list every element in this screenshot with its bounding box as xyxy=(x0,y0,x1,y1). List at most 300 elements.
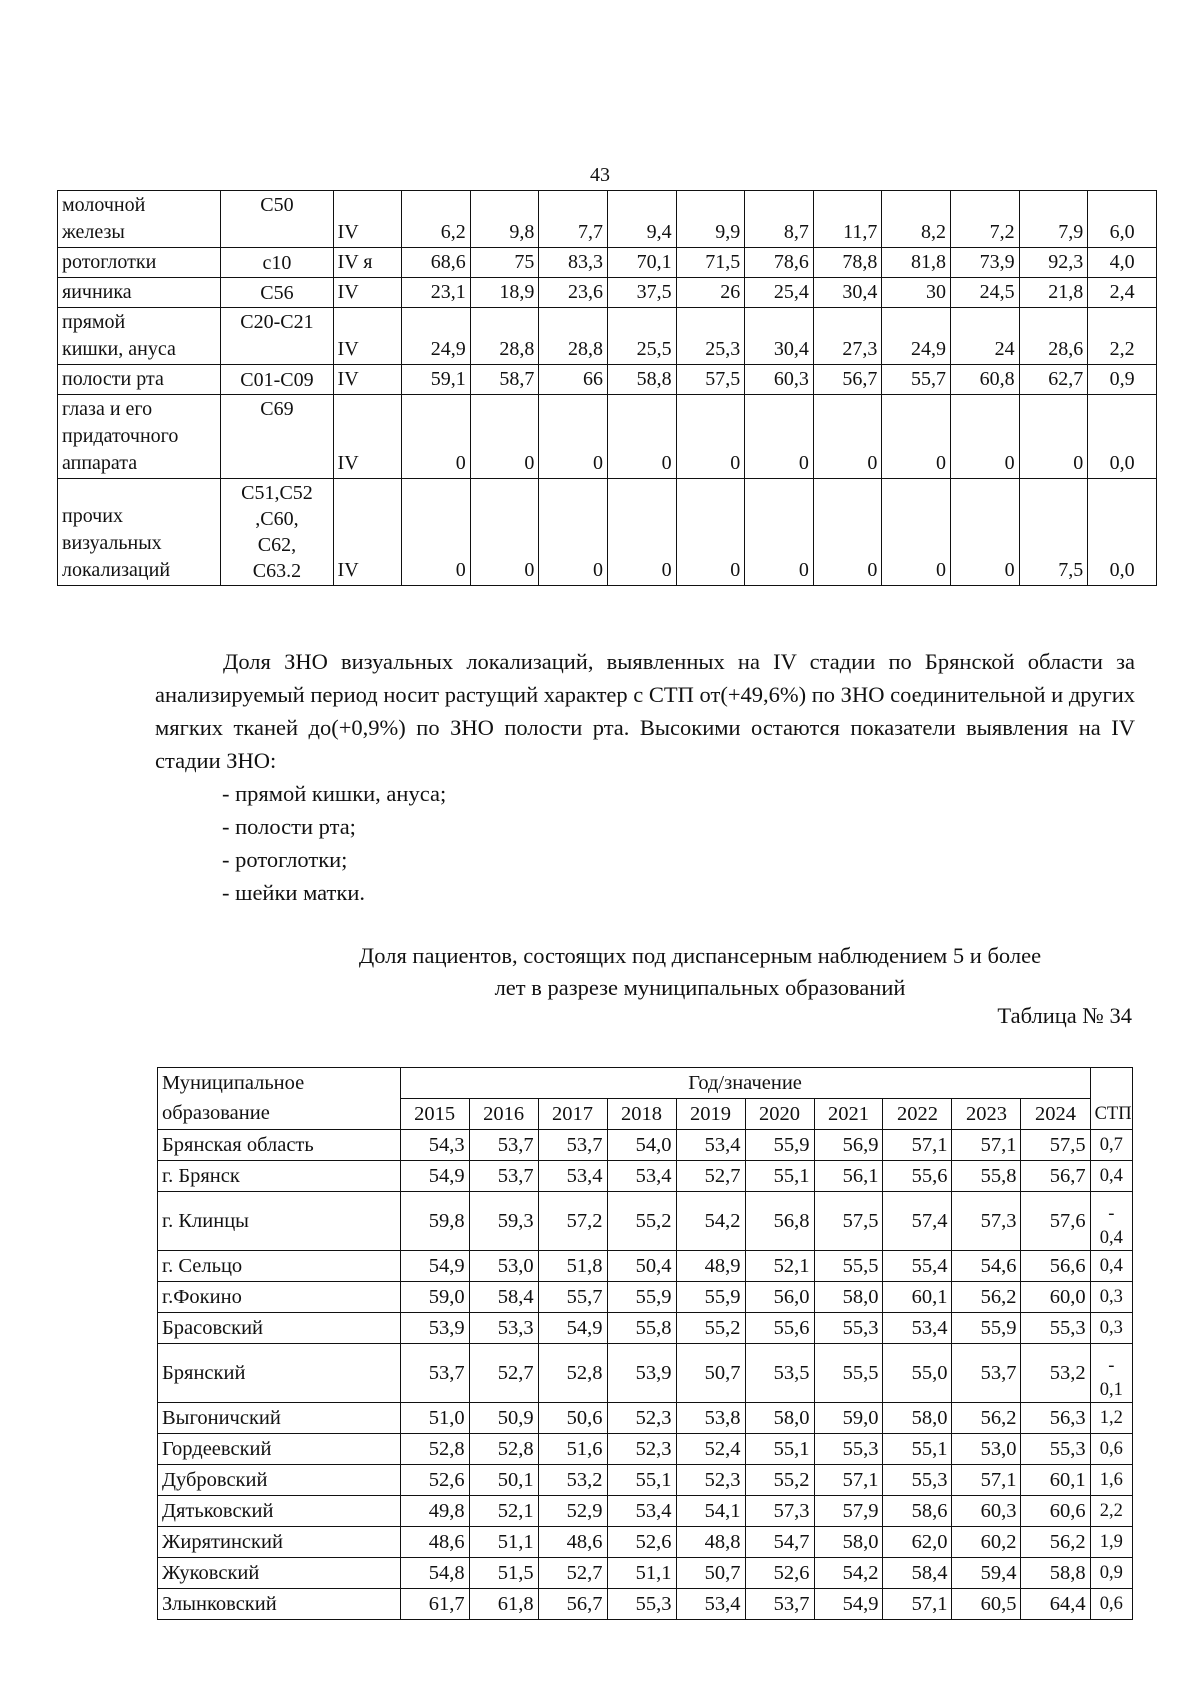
icd-code-line: С56 xyxy=(260,281,294,304)
stp-cell: 2,2 xyxy=(1088,308,1157,365)
year-header: 2015 xyxy=(400,1099,469,1130)
value-cell: 51,8 xyxy=(538,1251,607,1282)
value-cell: 55,9 xyxy=(607,1282,676,1313)
table-row xyxy=(158,1192,1133,1251)
year-header: 2024 xyxy=(1021,1099,1090,1130)
list-item: - шейки матки. xyxy=(222,880,365,905)
value-cell: 68,6 xyxy=(402,248,471,278)
value-cell: 58,8 xyxy=(607,365,676,395)
value-cell: 58,0 xyxy=(814,1527,883,1558)
stp-line: 0,9 xyxy=(1099,1563,1123,1583)
value-cell: 55,3 xyxy=(1021,1434,1090,1465)
value-cell: 53,7 xyxy=(469,1130,538,1161)
value-cell: 61,7 xyxy=(400,1589,469,1620)
table-row xyxy=(58,191,1157,248)
localization-cell xyxy=(58,278,221,308)
municipality-name: Брянская область xyxy=(158,1130,401,1161)
value-cell: 52,3 xyxy=(607,1403,676,1434)
municipality-name: Выгоничский xyxy=(158,1403,401,1434)
value-cell: 55,9 xyxy=(745,1130,814,1161)
value-cell: 51,5 xyxy=(469,1558,538,1589)
value-cell: 25,5 xyxy=(607,308,676,365)
localization-line: ротоглотки xyxy=(62,251,157,273)
value-cell: 56,1 xyxy=(814,1161,883,1192)
stp-cell: 0,9 xyxy=(1088,365,1157,395)
value-cell: 55,3 xyxy=(883,1465,952,1496)
stp-line: - xyxy=(1108,1204,1115,1224)
value-cell: 0 xyxy=(607,479,676,586)
value-cell: 53,4 xyxy=(883,1313,952,1344)
table-row xyxy=(58,365,1157,395)
municipality-name: Жуковский xyxy=(158,1558,401,1589)
stp-cell xyxy=(1090,1589,1132,1620)
stp-line: 0,4 xyxy=(1099,1166,1123,1186)
localization-cell xyxy=(58,365,221,395)
value-cell: 24,9 xyxy=(882,308,951,365)
localization-line: железы xyxy=(62,221,125,243)
value-cell: 53,4 xyxy=(607,1496,676,1527)
bullet-list xyxy=(222,777,446,909)
value-cell: 48,6 xyxy=(538,1527,607,1558)
table-row xyxy=(58,308,1157,365)
value-cell: 57,5 xyxy=(814,1192,883,1251)
value-cell: 58,4 xyxy=(883,1558,952,1589)
value-cell: 52,6 xyxy=(745,1558,814,1589)
value-cell: 53,7 xyxy=(469,1161,538,1192)
municipality-name: Злынковский xyxy=(158,1589,401,1620)
value-cell: 23,6 xyxy=(539,278,608,308)
value-cell: 55,3 xyxy=(814,1434,883,1465)
value-cell: 48,8 xyxy=(676,1527,745,1558)
value-cell: 55,1 xyxy=(745,1161,814,1192)
table-row xyxy=(158,1130,1133,1161)
value-cell: 48,9 xyxy=(676,1251,745,1282)
value-cell: 54,2 xyxy=(814,1558,883,1589)
value-cell: 53,0 xyxy=(469,1251,538,1282)
value-cell: 57,3 xyxy=(745,1496,814,1527)
value-cell: 28,6 xyxy=(1019,308,1088,365)
value-cell: 52,9 xyxy=(538,1496,607,1527)
localization-cell xyxy=(58,395,221,479)
value-cell: 64,4 xyxy=(1021,1589,1090,1620)
value-cell: 55,2 xyxy=(607,1192,676,1251)
value-cell: 56,9 xyxy=(814,1130,883,1161)
value-cell: 24,5 xyxy=(951,278,1020,308)
value-cell: 53,2 xyxy=(538,1465,607,1496)
stage-cell: IV xyxy=(333,278,402,308)
value-cell: 55,0 xyxy=(883,1344,952,1403)
value-cell: 0 xyxy=(951,395,1020,479)
year-header: 2022 xyxy=(883,1099,952,1130)
value-cell: 57,1 xyxy=(814,1465,883,1496)
value-cell: 55,8 xyxy=(607,1313,676,1344)
stp-line: 0,6 xyxy=(1099,1594,1123,1614)
year-header: 2023 xyxy=(952,1099,1021,1130)
value-cell: 55,9 xyxy=(676,1282,745,1313)
value-cell: 60,3 xyxy=(745,365,814,395)
table-row xyxy=(158,1465,1133,1496)
value-cell: 56,2 xyxy=(952,1282,1021,1313)
value-cell: 53,8 xyxy=(676,1403,745,1434)
icd-code-line: С01-С09 xyxy=(240,368,314,391)
value-cell: 0 xyxy=(813,395,882,479)
icd-code-line: С51,С52 xyxy=(241,482,313,504)
value-cell: 55,7 xyxy=(538,1282,607,1313)
value-cell: 54,7 xyxy=(745,1527,814,1558)
value-cell: 54,9 xyxy=(814,1589,883,1620)
value-cell: 56,7 xyxy=(813,365,882,395)
value-cell: 27,3 xyxy=(813,308,882,365)
value-cell: 58,4 xyxy=(469,1282,538,1313)
stp-line: 1,6 xyxy=(1099,1470,1123,1490)
table-caption xyxy=(270,940,1130,1004)
value-cell: 18,9 xyxy=(470,278,539,308)
localization-line: прочих xyxy=(62,505,123,527)
municipality-name: г. Брянск xyxy=(158,1161,401,1192)
value-cell: 56,2 xyxy=(952,1403,1021,1434)
value-cell: 52,8 xyxy=(538,1344,607,1403)
localization-cell xyxy=(58,191,221,248)
stage-iv-table xyxy=(57,190,1157,586)
table-row xyxy=(58,479,1157,586)
table-row xyxy=(158,1282,1133,1313)
table-row xyxy=(158,1344,1133,1403)
value-cell: 57,6 xyxy=(1021,1192,1090,1251)
table-row xyxy=(158,1434,1133,1465)
table-row xyxy=(158,1558,1133,1589)
value-cell: 0 xyxy=(402,395,471,479)
stp-line: 0,6 xyxy=(1099,1439,1123,1459)
stp-cell xyxy=(1090,1527,1132,1558)
municipality-name: г. Сельцо xyxy=(158,1251,401,1282)
stp-line: 1,2 xyxy=(1099,1408,1123,1428)
stp-line: 0,7 xyxy=(1099,1135,1123,1155)
municipality-name: г. Клинцы xyxy=(158,1192,401,1251)
stp-cell xyxy=(1090,1161,1132,1192)
value-cell: 59,0 xyxy=(400,1282,469,1313)
value-cell: 30,4 xyxy=(745,308,814,365)
value-cell: 57,1 xyxy=(883,1589,952,1620)
value-cell: 56,7 xyxy=(538,1589,607,1620)
dispensary-table xyxy=(157,1067,1133,1620)
value-cell: 60,0 xyxy=(1021,1282,1090,1313)
value-cell: 55,3 xyxy=(814,1313,883,1344)
stp-cell xyxy=(1090,1251,1132,1282)
value-cell: 52,8 xyxy=(400,1434,469,1465)
value-cell: 54,6 xyxy=(952,1251,1021,1282)
value-cell: 53,7 xyxy=(745,1589,814,1620)
table-row xyxy=(158,1527,1133,1558)
value-cell: 50,7 xyxy=(676,1344,745,1403)
value-cell: 56,0 xyxy=(745,1282,814,1313)
localization-line: придаточного xyxy=(62,425,179,447)
value-cell: 55,3 xyxy=(1021,1313,1090,1344)
stp-line: 0,1 xyxy=(1099,1380,1123,1400)
localization-line: яичника xyxy=(62,281,132,303)
value-cell: 54,9 xyxy=(400,1161,469,1192)
value-cell: 0 xyxy=(676,479,745,586)
value-cell: 52,8 xyxy=(469,1434,538,1465)
stp-cell xyxy=(1090,1465,1132,1496)
value-cell: 53,5 xyxy=(745,1344,814,1403)
year-header: 2017 xyxy=(538,1099,607,1130)
value-cell: 83,3 xyxy=(539,248,608,278)
value-cell: 0 xyxy=(470,395,539,479)
value-cell: 57,2 xyxy=(538,1192,607,1251)
value-cell: 53,7 xyxy=(538,1130,607,1161)
value-cell: 50,4 xyxy=(607,1251,676,1282)
municipality-name: г.Фокино xyxy=(158,1282,401,1313)
value-cell: 9,4 xyxy=(607,191,676,248)
icd-code-line: С62, xyxy=(257,534,297,556)
stp-cell: 0,0 xyxy=(1088,479,1157,586)
value-cell: 50,6 xyxy=(538,1403,607,1434)
year-header: 2018 xyxy=(607,1099,676,1130)
page-number: 43 xyxy=(590,164,610,186)
value-cell: 60,2 xyxy=(952,1527,1021,1558)
value-cell: 0 xyxy=(813,479,882,586)
icd-code-cell xyxy=(221,365,333,395)
stp-line: 0,4 xyxy=(1099,1256,1123,1276)
municipality-name: Брасовский xyxy=(158,1313,401,1344)
value-cell: 56,8 xyxy=(745,1192,814,1251)
value-cell: 52,7 xyxy=(676,1161,745,1192)
municipality-name: Дятьковский xyxy=(158,1496,401,1527)
value-cell: 55,5 xyxy=(814,1251,883,1282)
value-cell: 53,2 xyxy=(1021,1344,1090,1403)
value-cell: 25,4 xyxy=(745,278,814,308)
icd-code-line: ,С60, xyxy=(255,508,299,530)
header-year-group: Год/значение xyxy=(400,1068,1090,1099)
value-cell: 0 xyxy=(539,395,608,479)
value-cell: 7,9 xyxy=(1019,191,1088,248)
value-cell: 53,4 xyxy=(676,1589,745,1620)
list-item: - ротоглотки; xyxy=(222,847,348,872)
localization-line: локализаций xyxy=(62,559,171,581)
table-row xyxy=(158,1496,1133,1527)
value-cell: 75 xyxy=(470,248,539,278)
value-cell: 0 xyxy=(402,479,471,586)
value-cell: 55,2 xyxy=(676,1313,745,1344)
value-cell: 70,1 xyxy=(607,248,676,278)
localization-line: прямой xyxy=(62,311,126,333)
stp-line: 0,4 xyxy=(1099,1228,1123,1248)
value-cell: 8,7 xyxy=(745,191,814,248)
stp-line: - xyxy=(1108,1356,1115,1376)
value-cell: 55,9 xyxy=(952,1313,1021,1344)
value-cell: 55,7 xyxy=(882,365,951,395)
stage-cell: IV xyxy=(333,395,402,479)
stage-cell: IV xyxy=(333,479,402,586)
value-cell: 59,8 xyxy=(400,1192,469,1251)
value-cell: 58,8 xyxy=(1021,1558,1090,1589)
value-cell: 24 xyxy=(951,308,1020,365)
value-cell: 0 xyxy=(882,479,951,586)
value-cell: 55,2 xyxy=(745,1465,814,1496)
value-cell: 9,9 xyxy=(676,191,745,248)
value-cell: 56,2 xyxy=(1021,1527,1090,1558)
value-cell: 57,1 xyxy=(952,1465,1021,1496)
icd-code-cell xyxy=(221,308,333,365)
value-cell: 59,1 xyxy=(402,365,471,395)
year-header: 2016 xyxy=(469,1099,538,1130)
header-stp: СТП xyxy=(1090,1068,1132,1130)
table-row xyxy=(58,248,1157,278)
value-cell: 53,4 xyxy=(607,1161,676,1192)
value-cell: 49,8 xyxy=(400,1496,469,1527)
value-cell: 81,8 xyxy=(882,248,951,278)
icd-code-line: С20-С21 xyxy=(240,311,314,333)
stp-line: 2,2 xyxy=(1099,1501,1123,1521)
value-cell: 55,1 xyxy=(883,1434,952,1465)
value-cell: 59,0 xyxy=(814,1403,883,1434)
stp-cell xyxy=(1090,1130,1132,1161)
value-cell: 52,4 xyxy=(676,1434,745,1465)
stp-cell: 0,0 xyxy=(1088,395,1157,479)
header-municipality xyxy=(158,1068,401,1130)
value-cell: 9,8 xyxy=(470,191,539,248)
value-cell: 23,1 xyxy=(402,278,471,308)
table-row xyxy=(158,1589,1133,1620)
value-cell: 60,3 xyxy=(952,1496,1021,1527)
value-cell: 26 xyxy=(676,278,745,308)
localization-line: аппарата xyxy=(62,452,138,474)
value-cell: 59,3 xyxy=(469,1192,538,1251)
value-cell: 0 xyxy=(745,395,814,479)
table-row xyxy=(58,278,1157,308)
icd-code-cell xyxy=(221,191,333,248)
value-cell: 58,0 xyxy=(883,1403,952,1434)
value-cell: 57,3 xyxy=(952,1192,1021,1251)
value-cell: 8,2 xyxy=(882,191,951,248)
value-cell: 62,7 xyxy=(1019,365,1088,395)
value-cell: 60,5 xyxy=(952,1589,1021,1620)
stp-cell xyxy=(1090,1403,1132,1434)
value-cell: 52,3 xyxy=(676,1465,745,1496)
table-row xyxy=(158,1313,1133,1344)
icd-code-cell xyxy=(221,395,333,479)
value-cell: 0 xyxy=(882,395,951,479)
municipality-name: Брянский xyxy=(158,1344,401,1403)
value-cell: 48,6 xyxy=(400,1527,469,1558)
value-cell: 66 xyxy=(539,365,608,395)
value-cell: 58,0 xyxy=(814,1282,883,1313)
value-cell: 60,1 xyxy=(1021,1465,1090,1496)
value-cell: 57,9 xyxy=(814,1496,883,1527)
stp-cell xyxy=(1090,1344,1132,1403)
value-cell: 0 xyxy=(951,479,1020,586)
value-cell: 51,1 xyxy=(469,1527,538,1558)
value-cell: 0 xyxy=(676,395,745,479)
value-cell: 60,1 xyxy=(883,1282,952,1313)
value-cell: 55,4 xyxy=(883,1251,952,1282)
value-cell: 50,7 xyxy=(676,1558,745,1589)
table-row xyxy=(158,1161,1133,1192)
value-cell: 56,6 xyxy=(1021,1251,1090,1282)
caption-line: Доля пациентов, состоящих под диспансерным наблюдением 5 и более xyxy=(358,943,1042,968)
value-cell: 53,3 xyxy=(469,1313,538,1344)
value-cell: 53,7 xyxy=(400,1344,469,1403)
value-cell: 52,3 xyxy=(607,1434,676,1465)
value-cell: 52,1 xyxy=(469,1496,538,1527)
value-cell: 53,9 xyxy=(607,1344,676,1403)
value-cell: 55,8 xyxy=(952,1161,1021,1192)
stp-cell xyxy=(1090,1192,1132,1251)
value-cell: 57,1 xyxy=(952,1130,1021,1161)
stp-cell: 4,0 xyxy=(1088,248,1157,278)
icd-code-line: с10 xyxy=(262,251,292,274)
value-cell: 55,1 xyxy=(745,1434,814,1465)
caption-line: лет в разрезе муниципальных образований xyxy=(494,975,906,1000)
value-cell: 56,3 xyxy=(1021,1403,1090,1434)
value-cell: 21,8 xyxy=(1019,278,1088,308)
table-number: Таблица № 34 xyxy=(997,1003,1132,1028)
value-cell: 24,9 xyxy=(402,308,471,365)
value-cell: 54,2 xyxy=(676,1192,745,1251)
header-name-line: образование xyxy=(162,1102,270,1124)
value-cell: 7,2 xyxy=(951,191,1020,248)
value-cell: 30,4 xyxy=(813,278,882,308)
value-cell: 58,7 xyxy=(470,365,539,395)
value-cell: 51,6 xyxy=(538,1434,607,1465)
localization-line: визуальных xyxy=(62,532,162,554)
list-item: - полости рта; xyxy=(222,814,356,839)
value-cell: 54,9 xyxy=(400,1251,469,1282)
value-cell: 53,4 xyxy=(676,1130,745,1161)
value-cell: 0 xyxy=(539,479,608,586)
value-cell: 51,1 xyxy=(607,1558,676,1589)
value-cell: 50,1 xyxy=(469,1465,538,1496)
value-cell: 55,5 xyxy=(814,1344,883,1403)
value-cell: 50,9 xyxy=(469,1403,538,1434)
stp-cell: 2,4 xyxy=(1088,278,1157,308)
stage-cell: IV xyxy=(333,191,402,248)
list-item: - прямой кишки, ануса; xyxy=(222,781,447,806)
stp-cell xyxy=(1090,1558,1132,1589)
localization-line: кишки, ануса xyxy=(62,338,176,360)
stp-line: 0,3 xyxy=(1099,1287,1123,1307)
year-header: 2019 xyxy=(676,1099,745,1130)
stage-cell: IV xyxy=(333,308,402,365)
value-cell: 56,7 xyxy=(1021,1161,1090,1192)
value-cell: 62,0 xyxy=(883,1527,952,1558)
value-cell: 55,1 xyxy=(607,1465,676,1496)
value-cell: 6,2 xyxy=(402,191,471,248)
icd-code-cell xyxy=(221,278,333,308)
stage-cell: IV xyxy=(333,365,402,395)
value-cell: 0 xyxy=(1019,395,1088,479)
value-cell: 11,7 xyxy=(813,191,882,248)
localization-cell xyxy=(58,248,221,278)
value-cell: 28,8 xyxy=(470,308,539,365)
value-cell: 52,7 xyxy=(469,1344,538,1403)
table-row xyxy=(158,1251,1133,1282)
value-cell: 58,0 xyxy=(745,1403,814,1434)
value-cell: 53,9 xyxy=(400,1313,469,1344)
value-cell: 54,0 xyxy=(607,1130,676,1161)
value-cell: 54,3 xyxy=(400,1130,469,1161)
stp-cell xyxy=(1090,1282,1132,1313)
icd-code-cell xyxy=(221,479,333,586)
localization-line: полости рта xyxy=(62,368,164,390)
value-cell: 0 xyxy=(745,479,814,586)
value-cell: 53,0 xyxy=(952,1434,1021,1465)
value-cell: 0 xyxy=(607,395,676,479)
value-cell: 57,4 xyxy=(883,1192,952,1251)
icd-code-cell xyxy=(221,248,333,278)
value-cell: 52,1 xyxy=(745,1251,814,1282)
value-cell: 28,8 xyxy=(539,308,608,365)
